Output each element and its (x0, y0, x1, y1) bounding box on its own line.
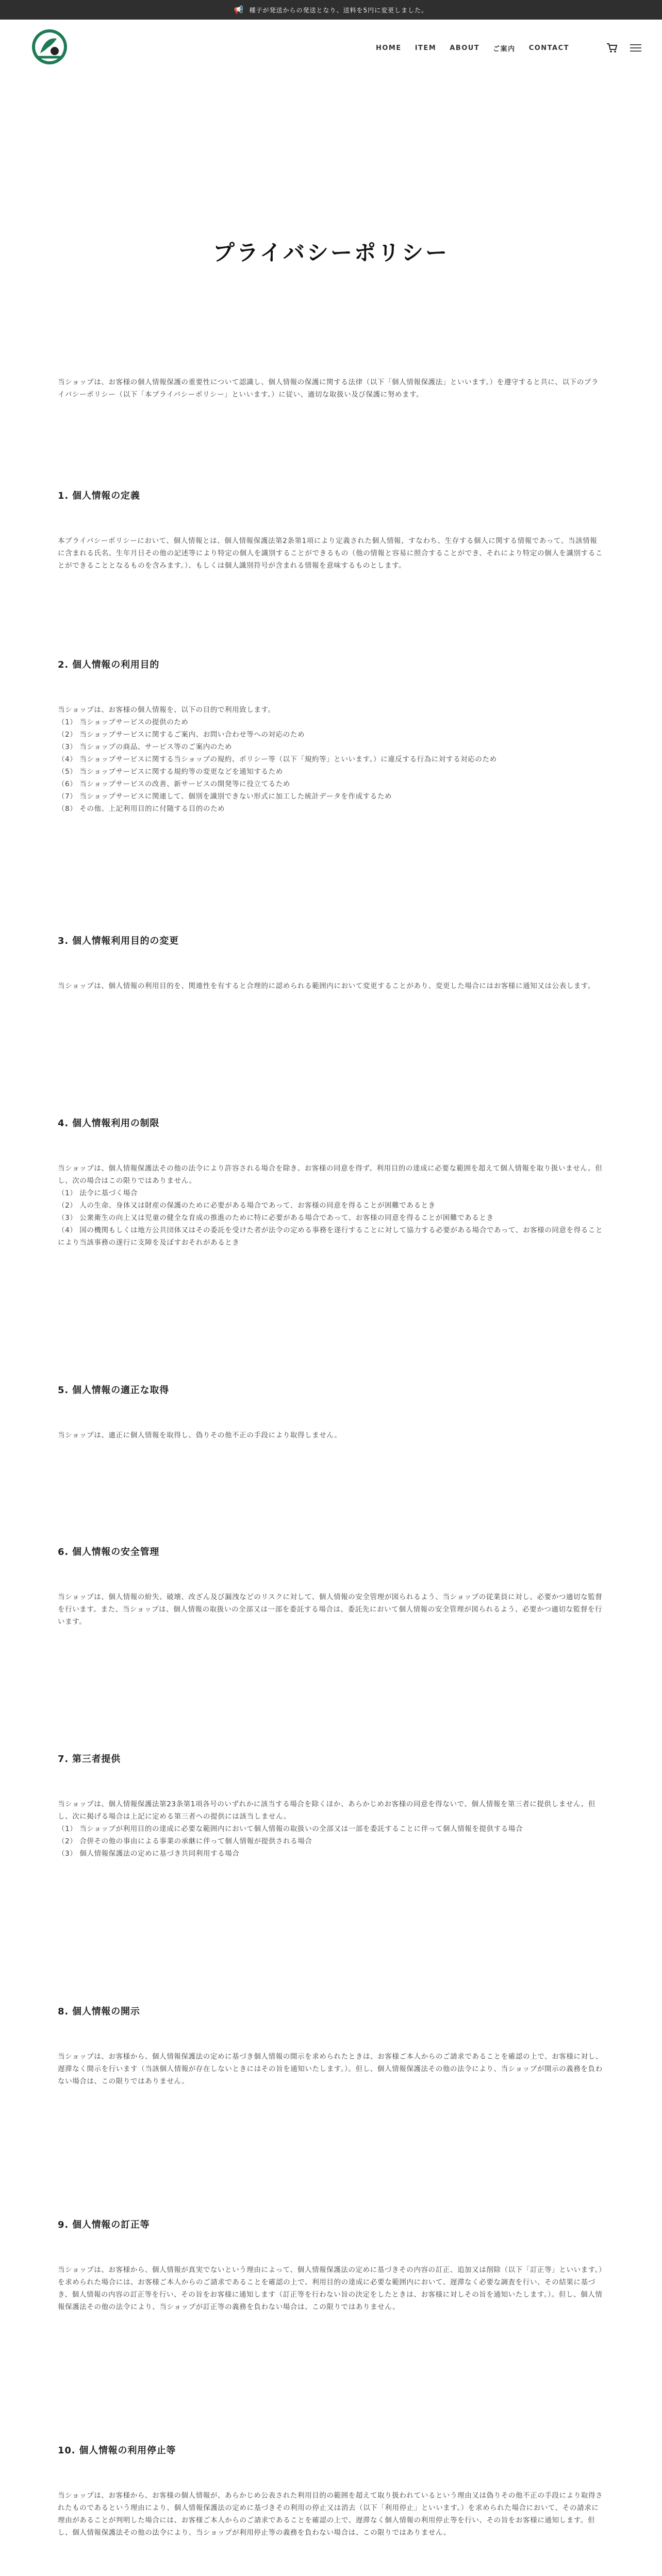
section-body: 本プライバシーポリシーにおいて、個人情報とは、個人情報保護法第2条第1項により定義された個人情報、すなわち、生存する個人に関する情報であって、当該情報に含まれる氏名、生年月日その他の記述等により特定の個人を識別することができるもの（他の情報と容易に照合することができ、それにより特定の個人を識別することができることとなるものを含みます。）、もしくは個人識別符号が含まれる情報を意味するものとします。 (58, 537, 603, 570)
section-title: 10. 個人情報の利用停止等 (58, 2445, 176, 2456)
section-purpose-change (58, 934, 604, 992)
section-title: 3. 個人情報利用目的の変更 (58, 936, 179, 946)
section-body: 当ショップは、個人情報保護法その他の法令により許容される場合を除き、お客様の同意を得ず、利用目的の達成に必要な範囲を超えて個人情報を取り扱いません。但し、次の場合はこの限りではありません。 (58, 1164, 603, 1185)
section-body: 当ショップは、個人情報の紛失、破壊、改ざん及び漏洩などのリスクに対して、個人情報の安全管理が図られるよう、当ショップの従業員に対し、必要かつ適切な監督を行います。また、当ショップは、個人情報の取扱いの全部又は一部を委託する場合は、委託先において個人情報の安全管理が図られるよう、必要かつ適切な監督を行います。 (58, 1593, 603, 1626)
nav-about[interactable]: ABOUT (450, 44, 480, 52)
section-title: 1. 個人情報の定義 (58, 490, 140, 501)
section-body: 当ショップは、個人情報保護法第23条第1項各号のいずれかに該当する場合を除くほか、あらかじめお客様の同意を得ないで、個人情報を第三者に提供しません。但し、次に掲げる場合は上記に定める第三者への提供には該当しません。 (58, 1800, 596, 1821)
page-title: プライバシーポリシー (213, 240, 449, 265)
list-item: （1） 当ショップサービスの提供のため (58, 718, 189, 726)
main-nav (376, 43, 641, 53)
section-purpose (58, 657, 604, 815)
list-item: （1） 当ショップが利用目的の達成に必要な範囲内において個人情報の取扱いの全部又は一部を委託することに伴って個人情報を提供する場合 (58, 1825, 523, 1833)
nav-home[interactable]: HOME (375, 44, 402, 52)
nav-item[interactable]: ITEM (415, 44, 437, 52)
section-title: 5. 個人情報の適正な取得 (58, 1385, 170, 1396)
list-item: （1） 法令に基づく場合 (58, 1189, 138, 1197)
list-item: （7） 当ショップサービスに関連して、個別を識別できない形式に加工した統計データを作成するため (58, 792, 392, 801)
section-body: 当ショップは、お客様から、個人情報が真実でないという理由によって、個人情報保護法の定めに基づきその内容の訂正、追加又は削除（以下「訂正等」といいます。）を求められた場合には、お客様ご本人からのご請求であることを確認の上で、利用目的の達成に必要な範囲内において、遅滞なく必要な調査を行い、その結果に基づき、個人情報の内容の訂正等を行い、その旨をお客様に通知します（訂正等を行わない旨の決定をしたときは、お客様に対しその旨を通知いたします。）。但し、個人情報保護法その他の法令により、当ショップが訂正等の義務を負わない場合は、この限りではありません。 (58, 2266, 603, 2311)
megaphone-icon: 📢 (234, 5, 244, 14)
section-title: 4. 個人情報利用の制限 (58, 1118, 160, 1129)
policy-content (58, 376, 604, 2576)
list-item: （3） 当ショップの商品、サービス等のご案内のため (58, 743, 233, 751)
list-item: （2） 合併その他の事由による事業の承継に伴って個人情報が提供される場合 (58, 1837, 312, 1845)
section-disclosure (58, 2004, 604, 2088)
list-item: （4） 国の機関もしくは地方公共団体又はその委託を受けた者が法令の定める事務を遂行することに対して協力する必要がある場合であって、お客様の同意を得ることにより当該事務の遂行に支障を及ぼすおそれがあるとき (58, 1226, 603, 1247)
section-third-party (58, 1752, 604, 1860)
section-suspension (58, 2443, 604, 2539)
list-item: （2） 人の生命、身体又は財産の保護のために必要がある場合であって、お客様の同意を得ることが困難であるとき (58, 1201, 436, 1210)
list-item: （3） 個人情報保護法の定めに基づき共同利用する場合 (58, 1850, 240, 1858)
section-correction (58, 2217, 604, 2313)
brand-logo[interactable] (30, 27, 69, 69)
section-title: 7. 第三者提供 (58, 1754, 121, 1765)
section-title: 2. 個人情報の利用目的 (58, 659, 160, 670)
section-body: 当ショップは、個人情報の利用目的を、関連性を有すると合理的に認められる範囲内において変更することがあり、変更した場合にはお客様に通知又は公表します。 (58, 982, 595, 990)
menu-icon[interactable] (630, 44, 641, 52)
section-title: 8. 個人情報の開示 (58, 2006, 140, 2017)
nav-guide[interactable]: ご案内 (493, 45, 516, 53)
site-header (0, 20, 662, 76)
section-security (58, 1545, 604, 1628)
section-body: 当ショップは、お客様から、お客様の個人情報が、あらかじめ公表された利用目的の範囲を超えて取り扱われているという理由又は偽りその他不正の手段により取得されたものであるという理由により、個人情報保護法の定めに基づきその利用の停止又は消去（以下「利用停止」といいます。）を求められた場合において、その請求に理由があることが判明した場合には、お客様ご本人からのご請求であることを確認の上で、遅滞なく個人情報の利用停止等を行い、その旨をお客様に通知します。但し、個人情報保護法その他の法令により、当ショップが利用停止等の義務を負わない場合は、この限りではありません。 (58, 2492, 603, 2537)
list-item: （6） 当ショップサービスの改善、新サービスの開発等に役立てるため (58, 780, 290, 788)
section-use-restriction (58, 1116, 604, 1249)
section-title: 9. 個人情報の訂正等 (58, 2219, 150, 2230)
list-item: （5） 当ショップサービスに関する規約等の変更などを通知するため (58, 768, 283, 776)
section-body: 当ショップは、適正に個人情報を取得し、偽りその他不正の手段により取得しません。 (58, 1431, 342, 1439)
section-body: 当ショップは、お客様から、個人情報保護法の定めに基づき個人情報の開示を求められたときは、お客様ご本人からのご請求であることを確認の上で、お客様に対し、遅滞なく開示を行います（当該個人情報が存在しないときにはその旨を通知いたします。）。但し、個人情報保護法その他の法令により、当ショップが開示の義務を負わない場合は、この限りではありません。 (58, 2053, 603, 2086)
list-item: （2） 当ショップサービスに関するご案内、お問い合わせ等への対応のため (58, 731, 305, 739)
announcement-text: 種子が発送からの発送となり、送料を5円に変更しました。 (249, 6, 428, 14)
section-title: 6. 個人情報の安全管理 (58, 1547, 160, 1557)
list-item: （4） 当ショップサービスに関する当ショップの規約、ポリシー等（以下「規約等」といいます。）に違反する行為に対する対応のため (58, 755, 497, 764)
list-item: （8） その他、上記利用目的に付随する目的のため (58, 805, 225, 813)
nav-contact[interactable]: CONTACT (528, 44, 569, 52)
announcement-bar (0, 0, 662, 20)
section-body: 当ショップは、お客様の個人情報を、以下の目的で利用致します。 (58, 706, 275, 714)
section-definition (58, 488, 604, 572)
list-item: （3） 公衆衛生の向上又は児童の健全な育成の推進のために特に必要がある場合であって、お客様の同意を得ることが困難であるとき (58, 1214, 494, 1222)
intro-text: 当ショップは、お客様の個人情報保護の重要性について認識し、個人情報の保護に関する法律（以下「個人情報保護法」といいます。）を遵守すると共に、以下のプライバシーポリシー（以下「本プライバシーポリシー」といいます。）に従い、適切な取扱い及び保護に努めます。 (58, 378, 599, 399)
section-proper-acquisition (58, 1383, 604, 1442)
cart-icon[interactable] (606, 43, 618, 53)
